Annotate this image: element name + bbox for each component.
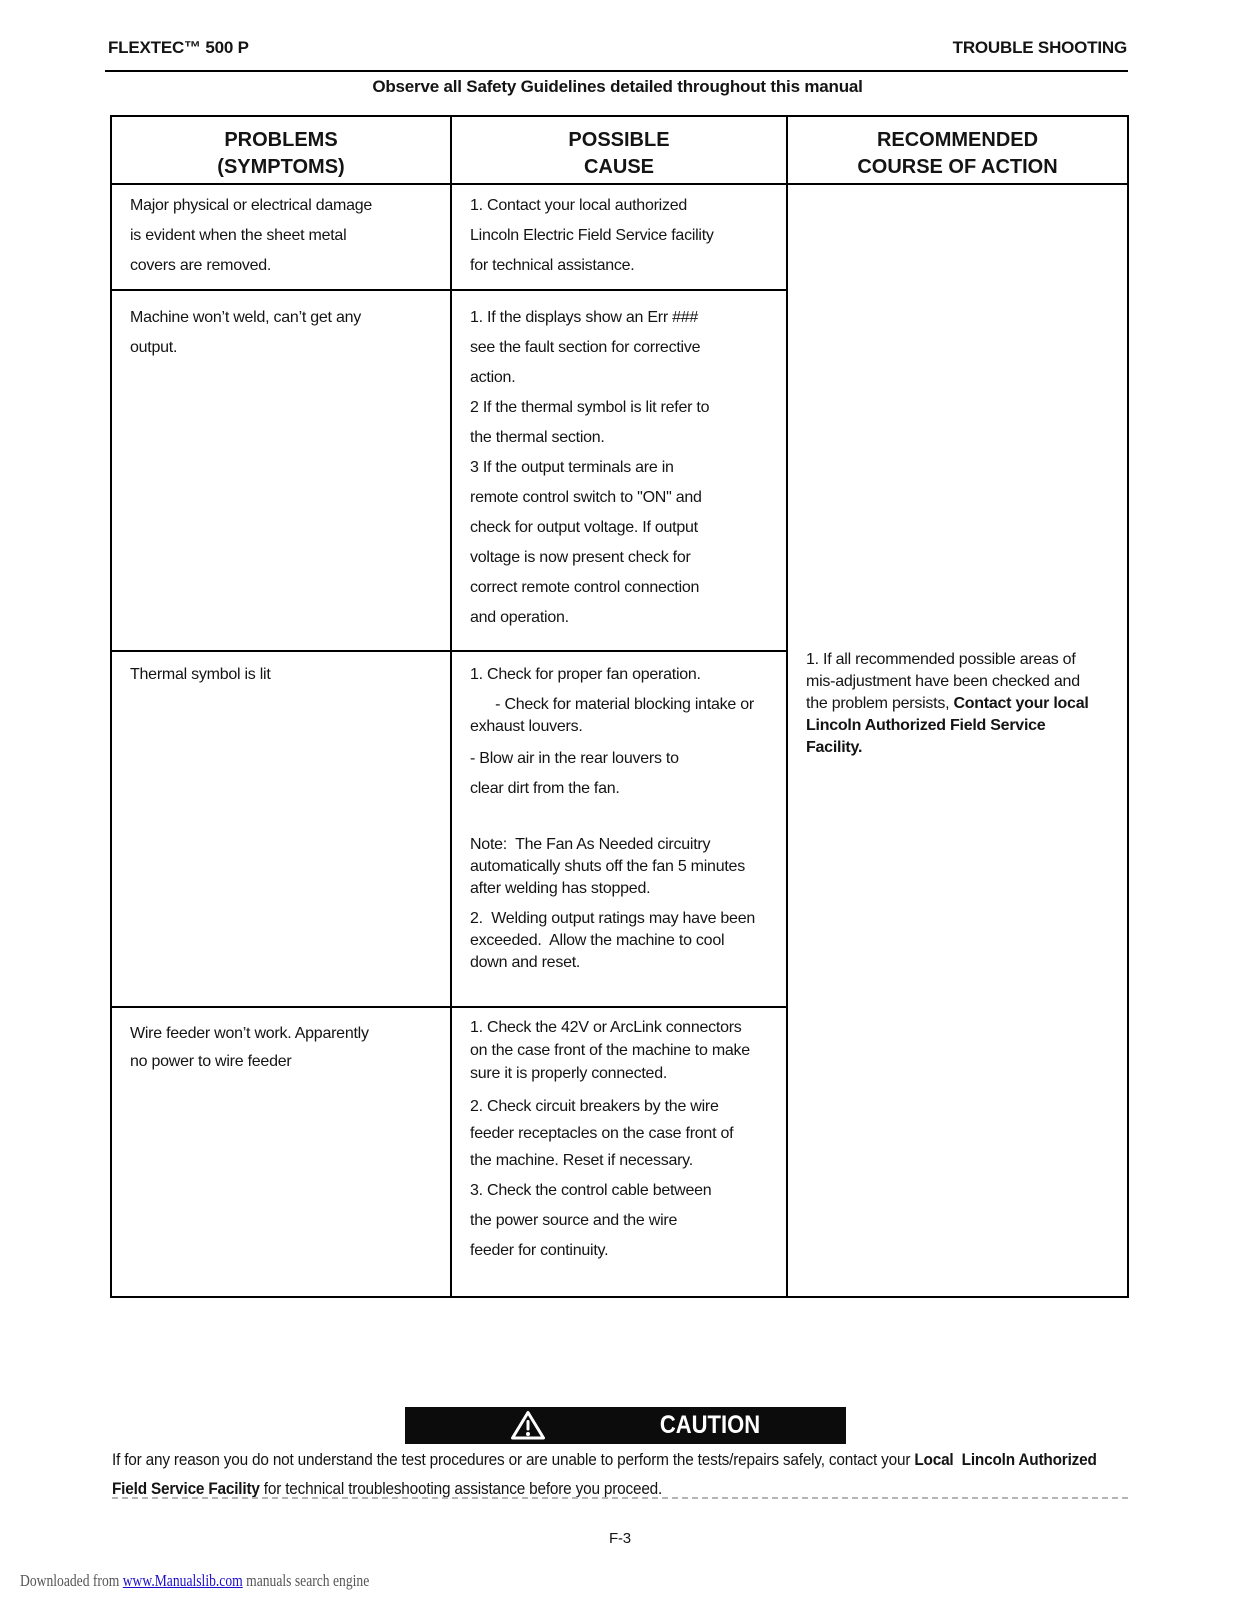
text-line: sure it is properly connected. <box>470 1065 668 1082</box>
text-line: clear dirt from the fan. <box>470 780 620 797</box>
troubleshooting-table <box>110 115 1129 1298</box>
column-header-problems <box>112 117 452 185</box>
cell-cause-row4 <box>452 1008 788 1296</box>
text-line: 2. Check circuit breakers by the wire <box>470 1098 719 1115</box>
text-line: no power to wire feeder <box>130 1053 292 1070</box>
caution-banner <box>405 1407 846 1444</box>
text-line: output. <box>130 339 178 356</box>
text-line: Field Service Facility for technical troubleshooting assistance before you proceed. <box>112 1480 663 1498</box>
text-line: Thermal symbol is lit <box>130 666 271 683</box>
doc-section-title: TROUBLE SHOOTING <box>952 38 1127 57</box>
text-line: 3. Check the control cable between <box>470 1182 712 1199</box>
text-line: covers are removed. <box>130 257 272 274</box>
text-line: the problem persists, Contact your local <box>806 695 1089 712</box>
text-line: see the fault section for corrective <box>470 339 701 356</box>
watermark-suffix: manuals search engine <box>242 1571 370 1590</box>
watermark-prefix: Downloaded from <box>20 1571 123 1590</box>
manualslib-link[interactable]: www.Manualslib.com <box>122 1571 243 1590</box>
text-line: the thermal section. <box>470 429 605 446</box>
text-line: Note: The Fan As Needed circuitry <box>470 836 711 853</box>
text-line: Machine won’t weld, can’t get any <box>130 309 361 326</box>
cell-cause-row3 <box>452 652 788 1008</box>
text-line: the power source and the wire <box>470 1212 678 1229</box>
text-line: Wire feeder won’t work. Apparently <box>130 1025 369 1042</box>
text-line: - Blow air in the rear louvers to <box>470 750 679 767</box>
text-line: mis-adjustment have been checked and <box>806 673 1080 690</box>
text-line: Major physical or electrical damage <box>130 197 373 214</box>
cell-problem-row2 <box>112 291 452 652</box>
page-number: F-3 <box>609 1530 631 1547</box>
text-line: voltage is now present check for <box>470 549 691 566</box>
text-line: feeder for continuity. <box>470 1242 609 1259</box>
text-line: 2. Welding output ratings may have been <box>470 910 755 927</box>
doc-title: FLEXTEC™ 500 P <box>108 38 249 57</box>
cell-cause-row2 <box>452 291 788 652</box>
safety-subtitle: Observe all Safety Guidelines detailed throughout this manual <box>372 77 863 96</box>
text-line: (SYMPTOMS) <box>217 156 345 178</box>
text-line: 1. Check for proper fan operation. <box>470 666 701 683</box>
cell-cause-row1 <box>452 185 788 291</box>
text-line: 1. Check the 42V or ArcLink connectors <box>470 1019 742 1036</box>
text-line: exhaust louvers. <box>470 718 583 735</box>
text-line: 1. If the displays show an Err ### <box>470 309 699 326</box>
text-line: on the case front of the machine to make <box>470 1042 750 1059</box>
masthead <box>108 38 1127 58</box>
text-line: automatically shuts off the fan 5 minutes <box>470 858 745 875</box>
text-line: the machine. Reset if necessary. <box>470 1152 693 1169</box>
cell-problem-row3 <box>112 652 452 1008</box>
text-line: 2 If the thermal symbol is lit refer to <box>470 399 710 416</box>
text-line: is evident when the sheet metal <box>130 227 347 244</box>
text-line: RECOMMENDED <box>876 129 1039 151</box>
watermark <box>20 1571 369 1591</box>
text-line: correct remote control connection <box>470 579 700 596</box>
text-line: and operation. <box>470 609 569 626</box>
text-line: check for output voltage. If output <box>470 519 698 536</box>
cell-recommended-action <box>788 185 1127 1296</box>
column-header-recommended-action <box>788 117 1127 185</box>
text-line: 1. Contact your local authorized <box>470 197 688 214</box>
text-line: Lincoln Electric Field Service facility <box>470 227 714 244</box>
text-line: after welding has stopped. <box>470 880 651 897</box>
dashed-separator <box>112 1497 1128 1499</box>
text-line: exceeded. Allow the machine to cool <box>470 932 725 949</box>
text-line: POSSIBLE <box>568 129 670 151</box>
text-line: for technical assistance. <box>470 257 635 274</box>
column-header-possible-cause <box>452 117 788 185</box>
text-line: down and reset. <box>470 954 581 971</box>
text-line: COURSE OF ACTION <box>857 156 1058 178</box>
cell-problem-row4 <box>112 1008 452 1296</box>
text-line: CAUSE <box>583 156 654 178</box>
text-line: Facility. <box>806 739 863 756</box>
text-line: If for any reason you do not understand the test procedures or are unable to perform the tests/repairs safely, contact your Local Lincoln Authorized <box>112 1451 1097 1469</box>
text-line: 1. If all recommended possible areas of <box>806 651 1076 668</box>
cell-problem-row1 <box>112 185 452 291</box>
caution-label: CAUTION <box>659 1411 761 1439</box>
text-line: remote control switch to "ON" and <box>470 489 702 506</box>
text-line: feeder receptacles on the case front of <box>470 1125 734 1142</box>
text-line: 3 If the output terminals are in <box>470 459 674 476</box>
text-line: - Check for material blocking intake or <box>470 696 754 713</box>
header-rule <box>105 70 1128 72</box>
text-line: action. <box>470 369 516 386</box>
warning-triangle-icon <box>510 1410 546 1446</box>
text-line: Lincoln Authorized Field Service <box>806 717 1046 734</box>
caution-note <box>112 1446 1126 1504</box>
text-line: PROBLEMS <box>224 129 338 151</box>
